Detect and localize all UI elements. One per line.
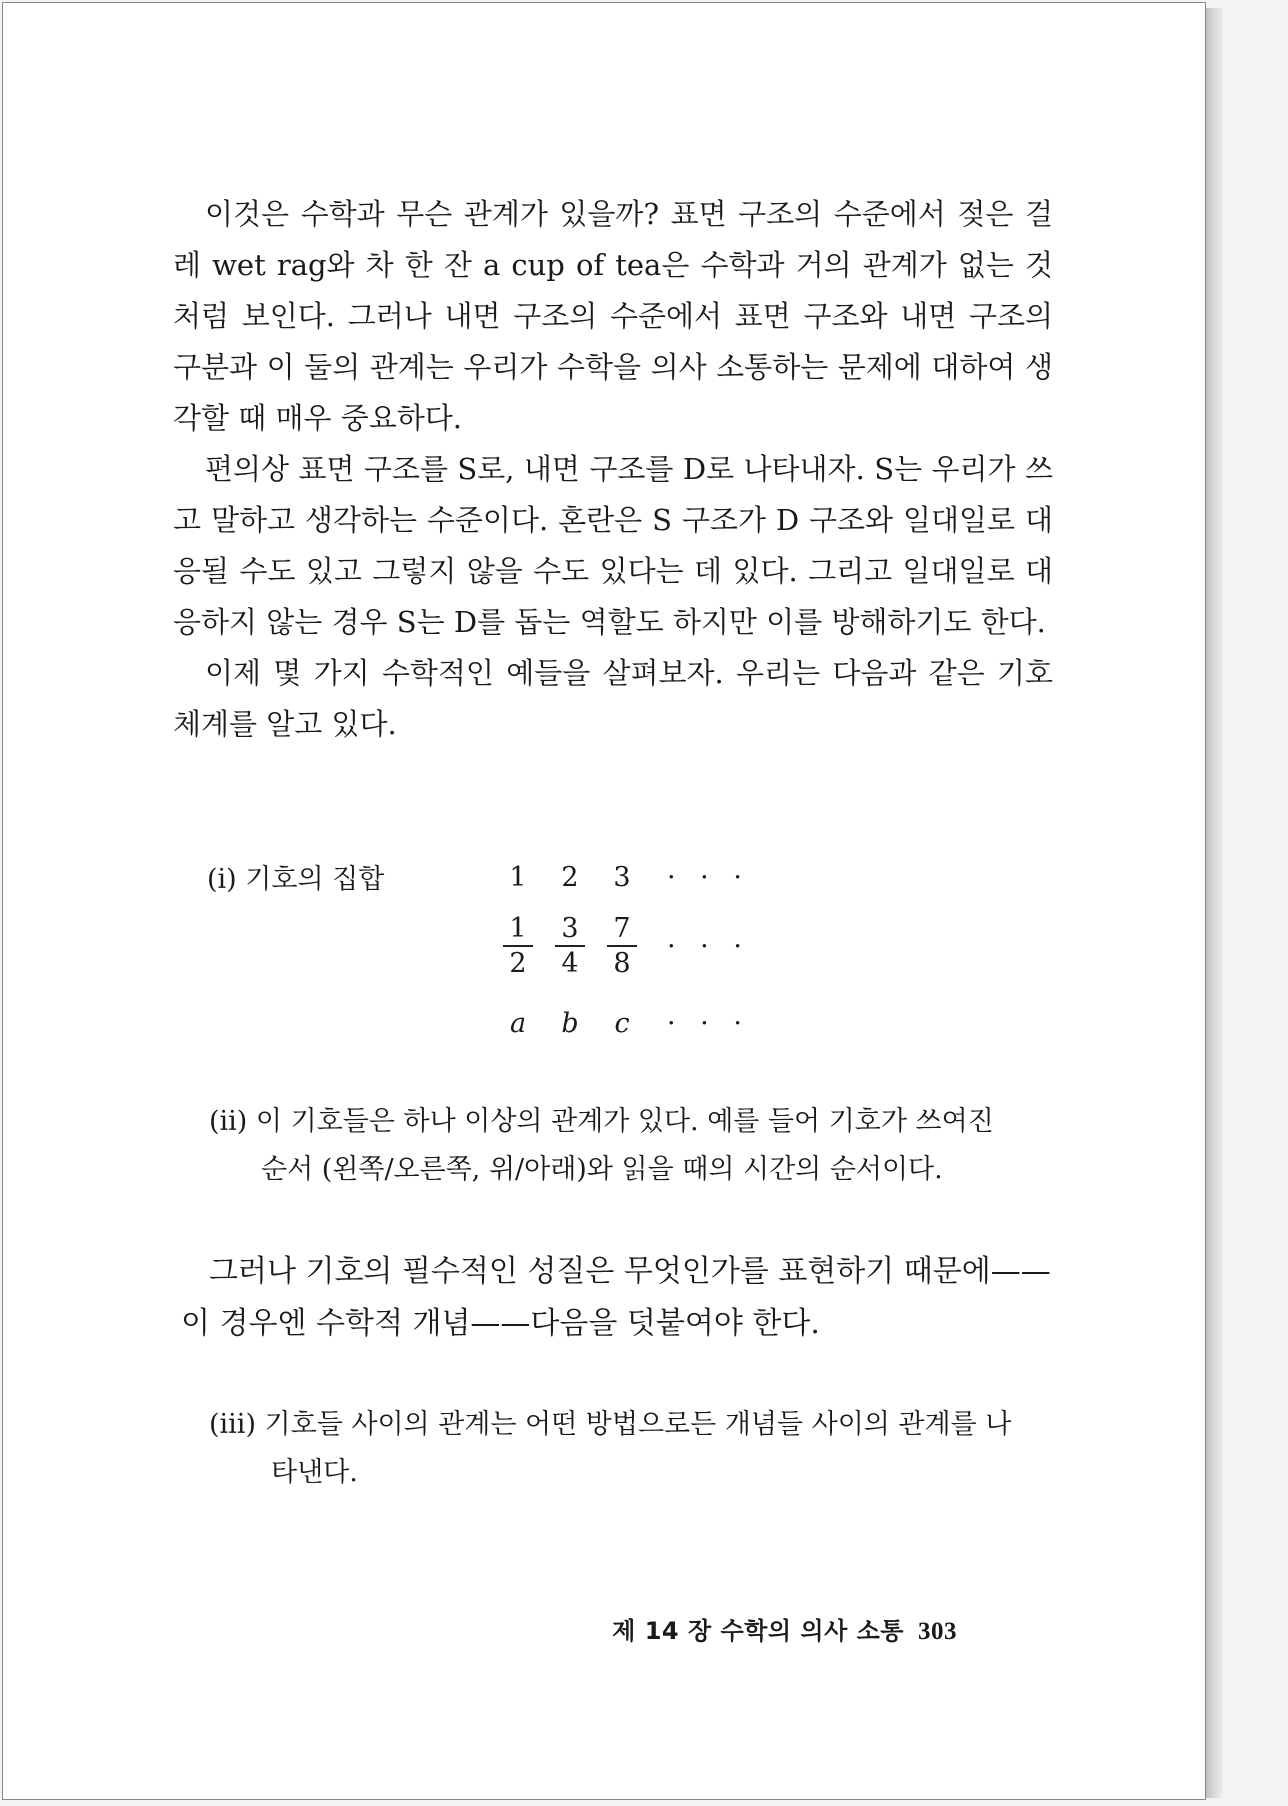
fraction-numerator: 7 [607,912,637,947]
symbol-2: 2 [561,861,579,893]
fraction-3-4 [555,912,585,980]
list-item-3 [209,1401,1069,1497]
fraction-numerator: 3 [555,912,585,947]
paragraph-1: 이것은 수학과 무슨 관계가 있을까? 표면 구조의 수준에서 젖은 걸레 wet rag와 차 한 잔 a cup of tea은 수학과 거의 관계가 없는 것처럼 보인다. 그러나 내면 구조의 수준에서 표면 구조와 내면 구조의 구분과 이 둘의 관계는 우리가 수학을 의사 소통하는 문제에 대하여 생각할 때 매우 중요하다. [173,197,1053,435]
symbol-1: 1 [509,861,527,893]
symbol-row-letters [503,991,750,1055]
fraction-denominator: 8 [613,948,631,979]
body-text [173,189,1053,750]
symbol-a: a [509,1007,527,1039]
paragraph-3: 이제 몇 가지 수학적인 예들을 살펴보자. 우리는 다음과 같은 기호 체계를 알고 있다. [173,656,1053,741]
list-item-1-text: (i) 기호의 집합 [207,864,385,895]
symbol-c: c [614,1007,630,1039]
fraction-7-8 [607,912,637,980]
paragraph-4-line2: 이 경우엔 수학적 개념——다음을 덧붙여야 한다. [181,1306,820,1341]
symbol-row-numbers [503,853,750,901]
paragraph-2: 편의상 표면 구조를 S로, 내면 구조를 D로 나타내자. S는 우리가 쓰고 말하고 생각하는 수준이다. 혼란은 S 구조가 D 구조와 일대일로 대응될 수도 있고 그렇지 않을 수도 있다는 데 있다. 그리고 일대일로 대응하지 않는 경우 S는 D를 돕는 역할도 하지만 이를 방해하기도 한다. [173,452,1053,639]
ellipsis: · · · [667,930,750,962]
book-page [2,2,1206,1800]
ellipsis: · · · [667,1007,750,1039]
fraction-numerator: 1 [503,912,533,947]
chapter-title: 제 14 장 수학의 의사 소통 [612,1617,904,1645]
fraction-denominator: 2 [509,948,527,979]
symbol-set [503,853,750,1055]
ellipsis: · · · [667,861,750,893]
symbol-row-fractions [503,901,750,991]
symbol-b: b [561,1007,579,1039]
list-item-3-line1: (iii) 기호들 사이의 관계는 어떤 방법으로든 개념들 사이의 관계를 나 [209,1409,1012,1440]
fraction-1-2 [503,912,533,980]
list-item-2-line1: (ii) 이 기호들은 하나 이상의 관계가 있다. 예를 들어 기호가 쓰여진 [209,1106,994,1137]
paragraph-4-line1: 그러나 기호의 필수적인 성질은 무엇인가를 표현하기 때문에—— [209,1254,1051,1289]
list-item-2-line2: 순서 (왼쪽/오른쪽, 위/아래)와 읽을 때의 시간의 순서이다. [261,1154,943,1185]
paragraph-4 [181,1246,1061,1350]
running-footer [612,1611,957,1646]
list-item-2 [209,1098,1069,1194]
symbol-3: 3 [613,861,631,893]
list-item-3-line2: 타낸다. [271,1457,358,1488]
page-number: 303 [918,1618,957,1645]
list-item-1-label [207,856,384,904]
fraction-denominator: 4 [561,948,579,979]
